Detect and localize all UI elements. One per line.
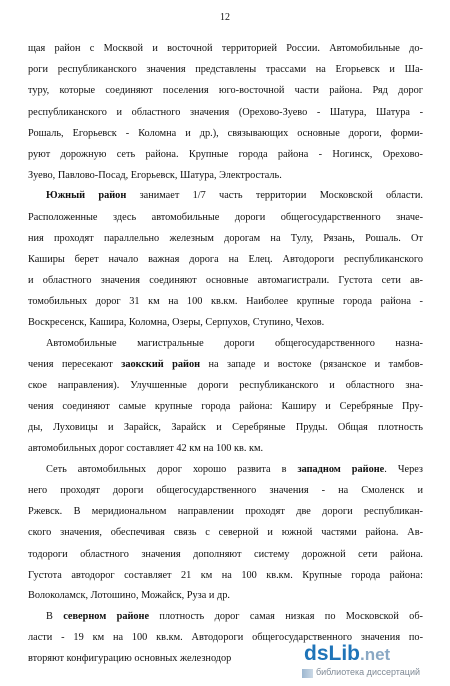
text-line: Каширы берет начало важная дорога на Елец. Автодороги республиканского: [28, 254, 423, 265]
watermark-stripe-icon: [302, 669, 313, 678]
text-line: [46, 189, 423, 202]
text-line: республиканского и областного значения (Орехово-Зуево - Шатура, Шатура -: [28, 107, 423, 118]
watermark-logo: [304, 642, 390, 666]
text-line: Воскресенск, Кашира, Коломна, Озеры, Серпухов, Ступино, Чехов.: [28, 317, 325, 328]
text-line: него проходят дороги общегосударственного значения - на Смоленск и: [28, 485, 423, 496]
text-line: [46, 610, 423, 623]
text-line: роги республиканского значения представлены трассами на Егорьевск и Ша-: [28, 64, 423, 75]
text-line: томобильных дорог 31 км на 100 кв.км. Наиболее крупные города района -: [28, 296, 423, 307]
text-line: руют дорожную сеть района. Крупные города района - Ногинск, Орехово-: [28, 149, 423, 160]
text-segment: В: [46, 611, 64, 622]
text-line: ласти - 19 км на 100 кв.км. Автодороги общегосударственного значения по-: [28, 632, 423, 643]
text-segment: плотность дорог самая низкая по Московской об-: [149, 611, 423, 622]
text-line: щая район с Москвой и восточной территорией России. Автомобильные до-: [28, 43, 423, 54]
text-line: ское направления). Улучшенные дороги республиканского и областного зна-: [28, 380, 423, 391]
text-line: Рошаль, Егорьевск - Коломна и др.), связывающих основные дороги, форми-: [28, 128, 423, 139]
watermark-logo-text: dsLib: [304, 642, 360, 665]
text-line: автомобильных дорог составляет 42 км на 100 кв. км.: [28, 443, 264, 454]
bold-term: западном районе: [297, 464, 385, 475]
text-line: тодороги областного значения дополняют систему дорожной сети района.: [28, 549, 423, 560]
text-line: ды, Луховицы и Зарайск, Зарайск и Серебряные Пруды. Общая плотность: [28, 422, 423, 433]
text-line: Зуево, Павлово-Посад, Егорьевск, Шатура, Электросталь.: [28, 170, 282, 181]
text-line: туру, которые соединяют поселения юго-восточной части района. Ряд дорог: [28, 85, 423, 96]
watermark-caption: библиотека диссертаций: [316, 667, 421, 677]
text-segment: занимает 1/7 часть территории Московской области.: [126, 190, 423, 201]
text-line: Ржевск. В меридиональном направлении проходят две дороги республикан-: [28, 506, 423, 517]
watermark-logo-tld: .net: [360, 645, 391, 664]
text-line: Густота автодорог составляет 21 км на 100 кв.км. Крупные города района:: [28, 570, 423, 581]
bold-term: Южный район: [46, 190, 127, 201]
text-line: и областного значения соединяют основные автомагистрали. Густота сети ав-: [28, 275, 423, 286]
text-segment: на западе и востоке (рязанское и тамбов-: [200, 359, 423, 370]
page-number: 12: [220, 12, 230, 23]
text-line: Расположенные здесь автомобильные дороги общегосударственного значе-: [28, 212, 423, 223]
text-segment: чения пересекают: [28, 359, 122, 370]
text-segment: . Через: [384, 464, 423, 475]
text-line: ния проходят параллельно железным дорогам на Тулу, Рязань, Рошаль. От: [28, 233, 423, 244]
text-line: вторяют конфигурацию основных железнодор: [28, 653, 232, 664]
text-line: [46, 463, 423, 476]
site-watermark: [302, 642, 442, 682]
text-line: Автомобильные магистральные дороги общегосударственного назна-: [46, 338, 423, 349]
text-line: [28, 358, 423, 371]
text-line: чения соединяют самые крупные города района: Каширу и Серебряные Пру-: [28, 401, 423, 412]
text-segment: Сеть автомобильных дорог хорошо развита в: [46, 464, 298, 475]
bold-term: заокский район: [121, 359, 201, 370]
text-line: ского значения, обеспечивая связь с северной и южной частями района. Ав-: [28, 527, 423, 538]
bold-term: северном районе: [63, 611, 150, 622]
text-line: Волоколамск, Лотошино, Можайск, Руза и др.: [28, 590, 230, 601]
